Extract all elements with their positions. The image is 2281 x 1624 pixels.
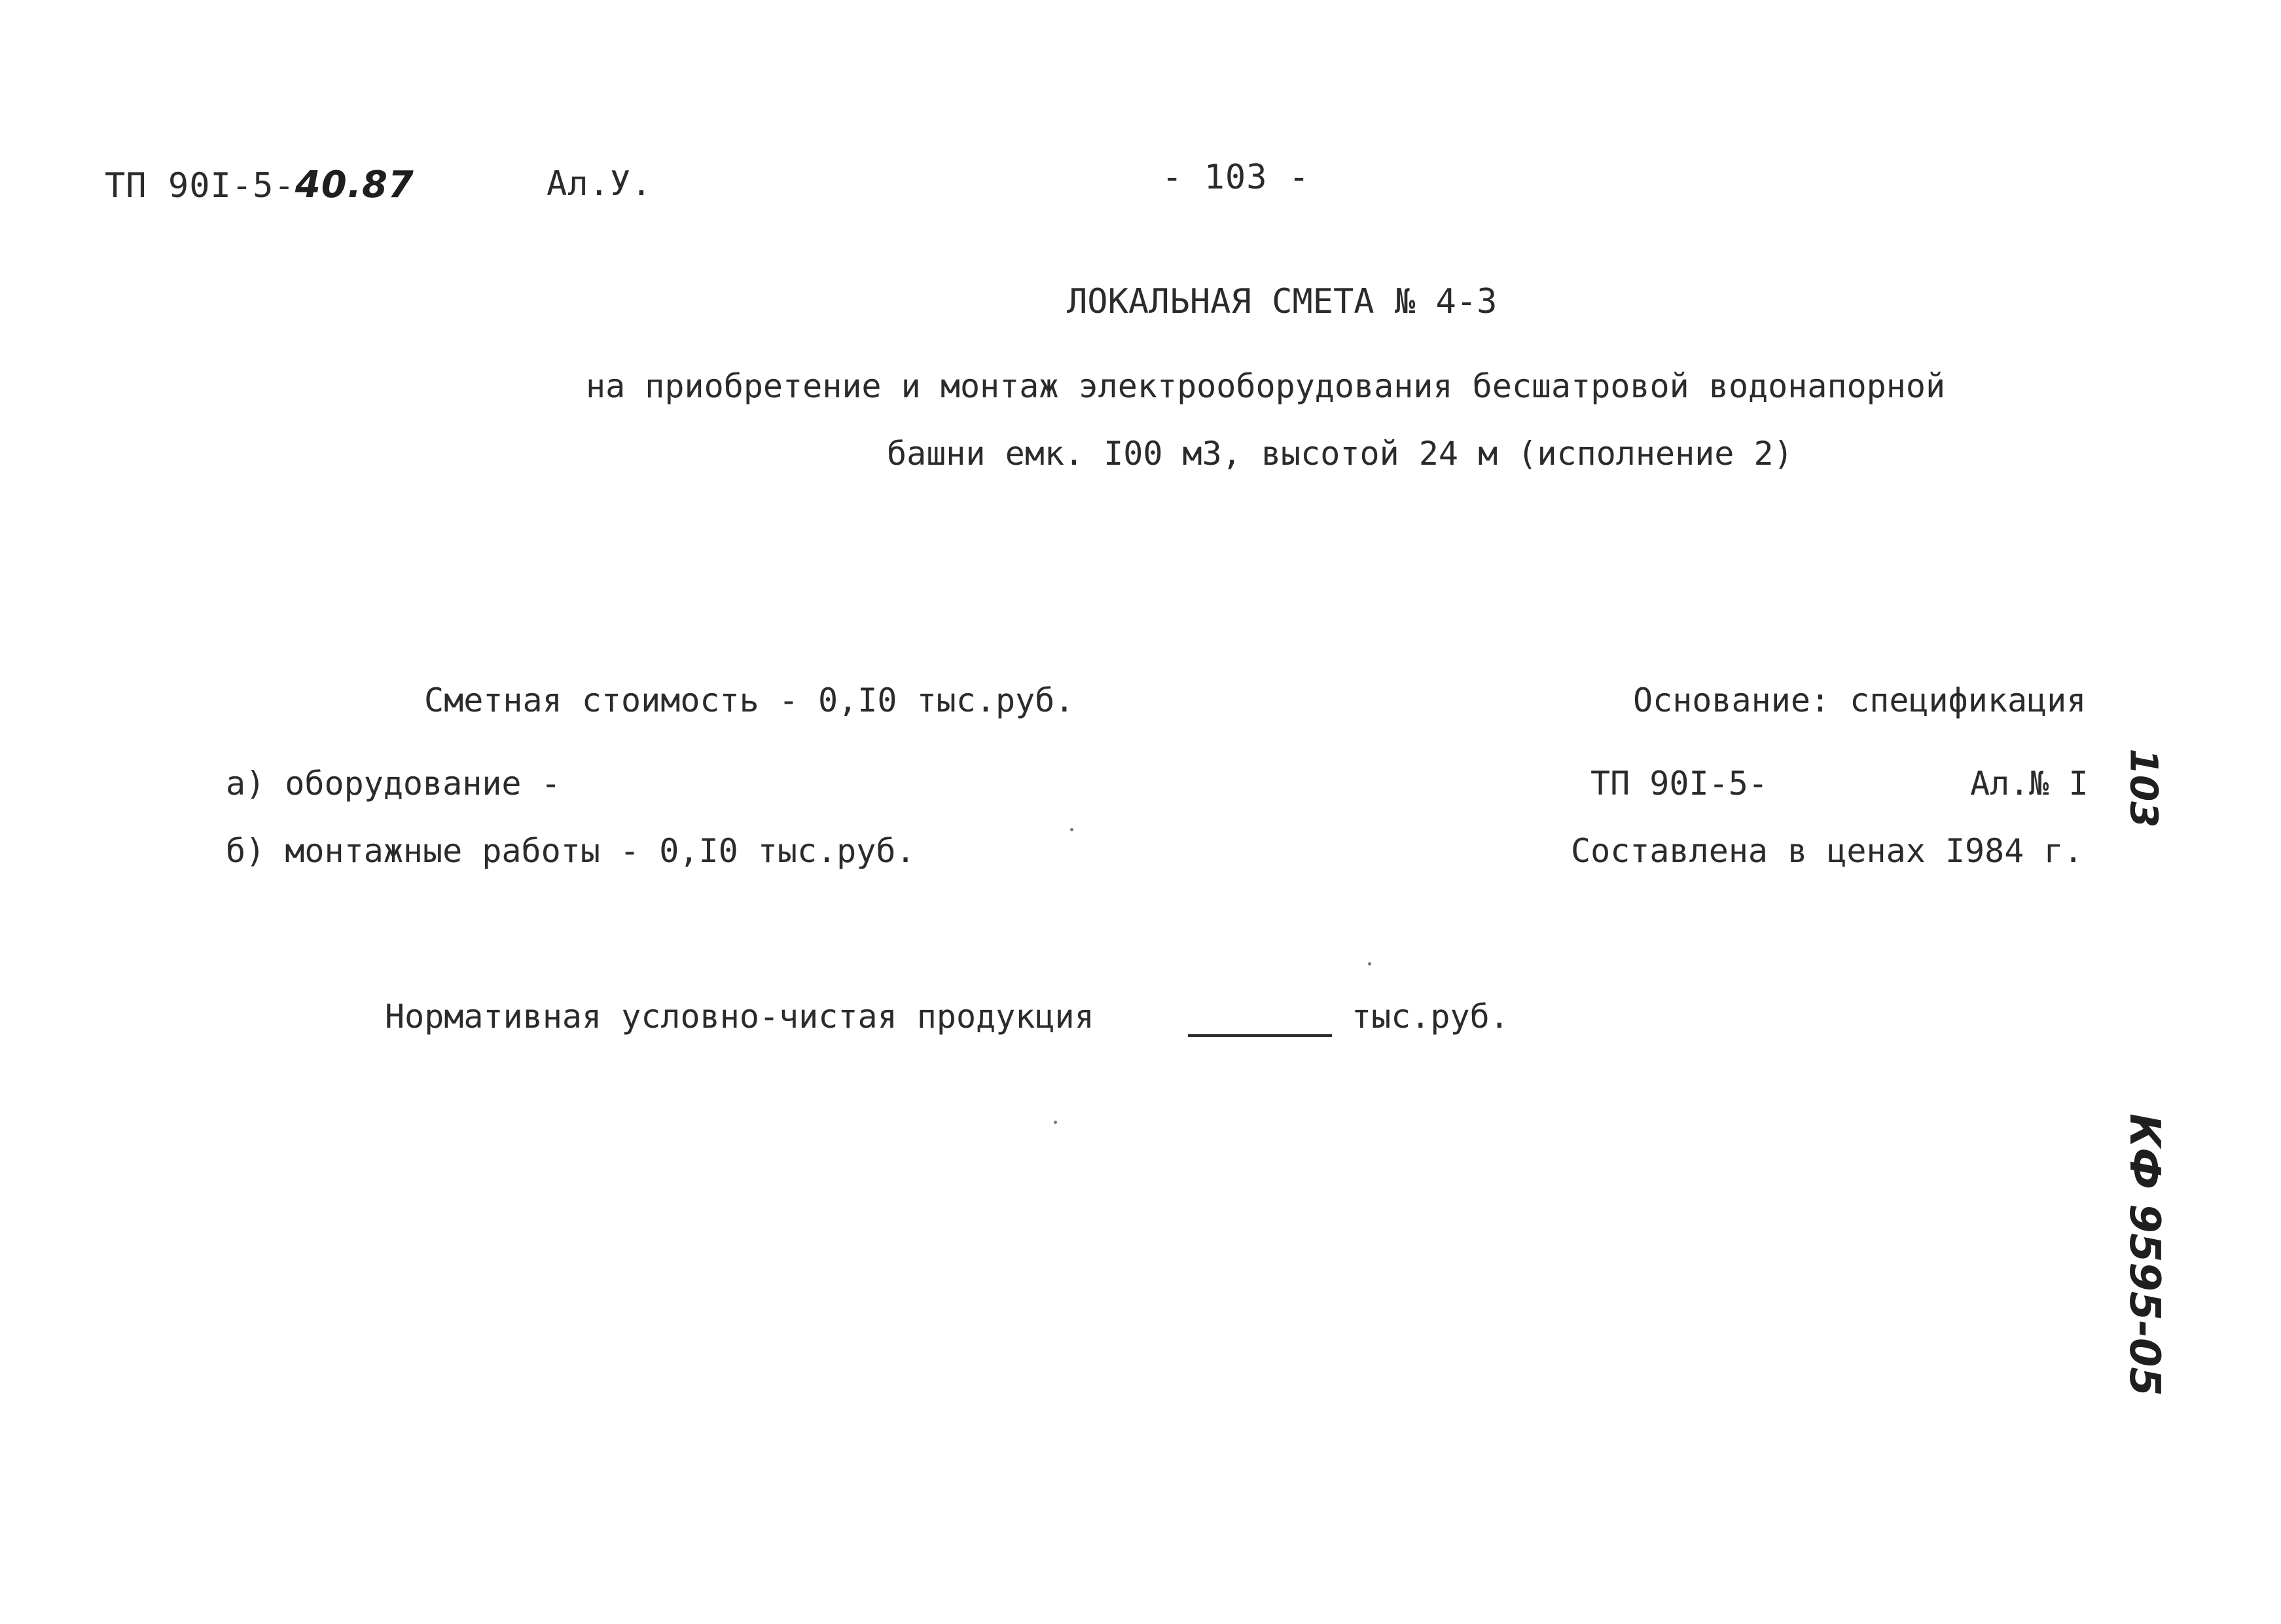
basis-ref-album: Ал.№ I — [1970, 765, 2089, 803]
normative-value-blank — [1188, 1034, 1332, 1037]
scan-speck — [1054, 1121, 1057, 1124]
estimate-subtitle-line1: на приобретение и монтаж электрооборудования бесшатровой водонапорной — [586, 367, 1946, 405]
archive-code-handwritten: КФ 9595-05 — [2119, 1113, 2168, 1396]
page-number: - 103 - — [1162, 158, 1310, 197]
cost-installation: б) монтажные работы - 0,I0 тыс.руб. — [226, 832, 916, 870]
estimated-cost: Сметная стоимость - 0,I0 тыс.руб. — [424, 681, 1075, 719]
normative-label: Нормативная условно-чистая продукция — [385, 998, 1094, 1036]
album-label: Ал.У. — [547, 164, 653, 204]
scan-speck — [1368, 962, 1371, 965]
document-code — [105, 164, 414, 206]
cost-equipment: а) оборудование - — [226, 765, 561, 803]
basis-ref-code: ТП 90I-5- — [1590, 765, 1768, 803]
page-stamp-handwritten: 103 — [2121, 748, 2166, 828]
document-code-prefix: ТП 90I-5- — [105, 166, 295, 206]
price-year: Составлена в ценах I984 г. — [1571, 832, 2083, 870]
basis-label: Основание: спецификация — [1633, 681, 2087, 719]
scan-speck — [1070, 828, 1073, 831]
normative-unit: тыс.руб. — [1352, 998, 1509, 1036]
estimate-subtitle-line2: башни емк. I00 м3, высотой 24 м (исполнение 2) — [887, 435, 1793, 473]
document-code-handwritten: 40.87 — [295, 164, 414, 206]
estimate-heading: ЛОКАЛЬНАЯ СМЕТА № 4-3 — [1067, 282, 1498, 321]
